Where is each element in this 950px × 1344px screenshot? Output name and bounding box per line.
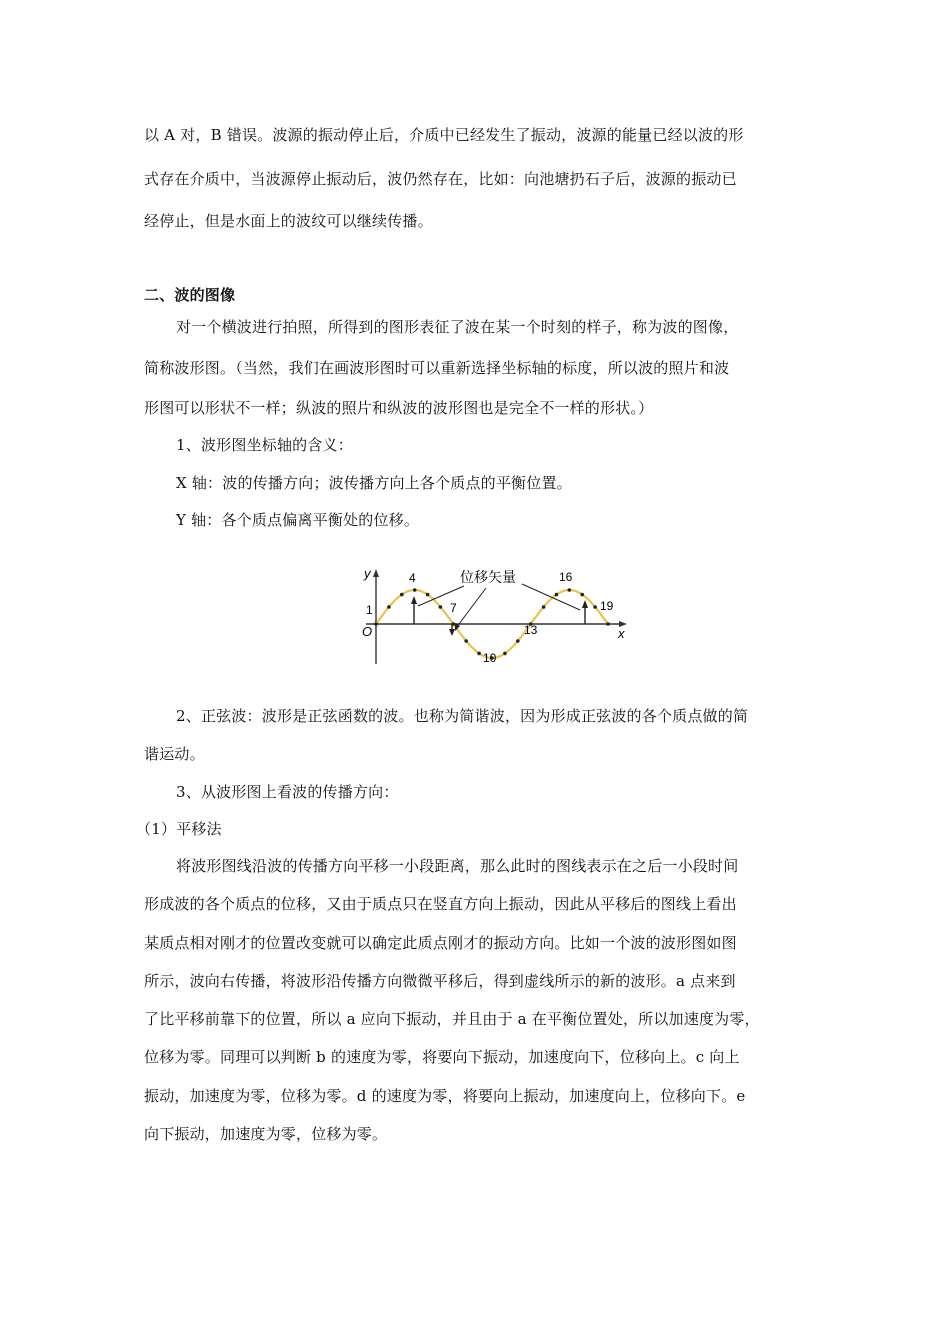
paragraph-line: 振动，加速度为零，位移为零。d 的速度为零，将要向上振动，加速度向上，位移向下。e [144,1087,746,1105]
particle-dot [439,605,443,609]
vector-arrow-icon [411,596,417,604]
particle-dot [503,652,507,656]
particle-dot [464,639,468,643]
paragraph-line: 2、正弦波：波形是正弦函数的波。也称为简谐波，因为形成正弦波的各个质点做的简 [176,707,749,725]
paragraph-line: 形成波的各个质点的位移，又由于质点只在竖直方向上振动，因此从平移后的图线上看出 [144,895,737,913]
particle-dot [426,593,430,597]
x-axis-description: X 轴：波的传播方向；波传播方向上各个质点的平衡位置。 [176,474,572,492]
y-axis-description: Y 轴：各个质点偏离平衡处的位移。 [176,511,420,529]
particle-dot [580,593,584,597]
particle-dot [387,605,391,609]
y-axis-label: y [364,566,371,581]
particle-dot [593,605,597,609]
particle-dot [542,605,546,609]
item1-title: 1、波形图坐标轴的含义： [176,436,353,454]
particle-dot [374,622,378,626]
particle-dot [516,639,520,643]
paragraph-line: 对一个横波进行拍照，所得到的图形表征了波在某一个时刻的样子，称为波的图像， [176,318,739,336]
point-label: 10 [483,651,497,665]
point-label: 1 [366,603,373,617]
method1-title: （1）平移法 [136,820,222,838]
particle-dot [477,652,481,656]
x-axis-label: x [618,626,625,641]
point-label: 19 [600,599,614,613]
annotation-pointer [522,584,580,610]
point-label: 13 [524,623,538,637]
vector-arrow-icon [449,629,455,636]
origin-label: O [362,624,373,639]
particle-dot [606,622,610,626]
paragraph-line: 位移为零。同理可以判断 b 的速度为零，将要向下振动，加速度向下，位移向上。c 向上 [144,1048,740,1066]
particle-dot [555,593,559,597]
wave-figure [356,562,636,672]
annotation-pointer [418,586,464,606]
paragraph-line: 了比平移前靠下的位置，所以 a 应向下振动，并且由于 a 在平衡位置处，所以加速度为零， [144,1010,760,1028]
section-heading: 二、波的图像 [144,286,236,304]
paragraph-line: 向下振动，加速度为零，位移为零。 [144,1125,388,1143]
paragraph-line: 谐运动。 [144,745,205,763]
y-axis-arrow-icon [373,569,379,577]
paragraph-line: 经停止，但是水面上的波纹可以继续传播。 [144,212,433,230]
vector-arrow-icon [582,600,588,608]
point-label: 7 [450,601,457,615]
paragraph-line: 形图可以形状不一样；纵波的照片和纵波的波形图也是完全不一样的形状。） [144,399,654,417]
annotation-label: 位移矢量 [460,569,516,585]
paragraph-line: 简称波形图。（当然，我们在画波形图时可以重新选择坐标轴的标度，所以波的照片和波 [144,359,730,377]
point-label: 16 [559,570,573,584]
paragraph-line: 将波形图线沿波的传播方向平移一小段距离，那么此时的图线表示在之后一小段时间 [176,857,739,875]
paragraph-line: 式存在介质中，当波源停止振动后，波仍然存在，比如：向池塘扔石子后，波源的振动已 [144,170,737,188]
item3-title: 3、从波形图上看波的传播方向： [176,783,399,801]
paragraph-line: 以 A 对，B 错误。波源的振动停止后，介质中已经发生了振动，波源的能量已经以波的形 [144,126,744,144]
paragraph-line: 所示，波向右传播，将波形沿传播方向微微平移后，得到虚线所示的新的波形。a 点来到 [144,972,736,990]
particle-dot [568,588,572,592]
particle-dot [413,588,417,592]
paragraph-line: 某质点相对刚才的位置改变就可以确定此质点刚才的振动方向。比如一个波的波形图如图 [144,934,737,952]
point-label: 4 [409,571,416,585]
annotation-pointer [456,588,486,628]
particle-dot [400,593,404,597]
